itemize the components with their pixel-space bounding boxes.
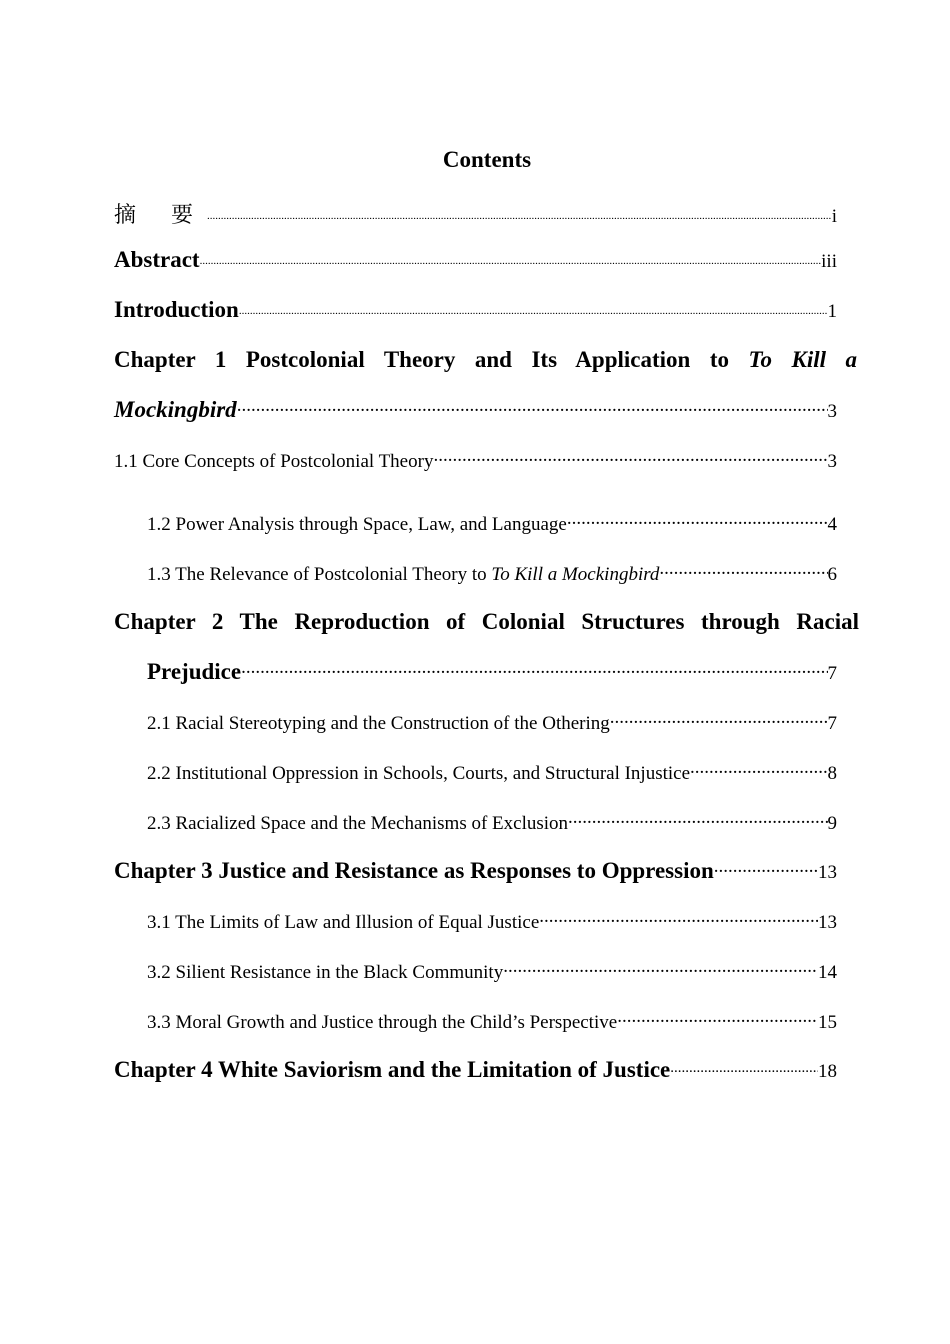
toc-entry-section-1-3[interactable] xyxy=(147,561,837,586)
toc-label: 2.2 Institutional Oppression in Schools, Courts, and Structural Injustice xyxy=(147,763,691,784)
dot-leader xyxy=(239,306,828,317)
toc-label: Abstract xyxy=(114,247,200,272)
toc-label: 1.3 The Relevance of Postcolonial Theory to xyxy=(147,564,487,585)
toc-label-italic: To Kill a Mockingbird xyxy=(491,564,660,585)
toc-page: 9 xyxy=(827,813,837,834)
toc-label: Chapter 3 Justice and Resistance as Responses to Oppression xyxy=(114,858,714,883)
toc-label-italic: To Kill a xyxy=(748,347,858,372)
toc-page: 13 xyxy=(818,862,837,883)
toc-entry-introduction[interactable] xyxy=(114,297,837,323)
dot-leader xyxy=(207,211,832,222)
toc-page: 7 xyxy=(827,713,837,734)
toc-label: 3.1 The Limits of Law and Illusion of Equal Justice xyxy=(147,912,540,933)
toc-entry-abstract[interactable] xyxy=(114,247,837,273)
toc-page: 8 xyxy=(827,763,837,784)
toc-page: 1 xyxy=(827,301,837,322)
toc-entry-chapter-1-line2[interactable] xyxy=(114,397,837,423)
toc-page: 18 xyxy=(818,1061,837,1082)
toc-entry-chapter-1-line1[interactable] xyxy=(114,347,857,373)
toc-label: 摘 要 xyxy=(114,203,207,228)
toc-page: iii xyxy=(821,251,837,272)
toc-entry-section-2-3[interactable] xyxy=(147,810,837,835)
dot-leader xyxy=(610,710,828,729)
toc-entry-section-2-1[interactable] xyxy=(147,710,837,735)
toc-label: 3.3 Moral Growth and Justice through the Child’s Perspective xyxy=(147,1012,618,1033)
toc-label: 1.2 Power Analysis through Space, Law, and Language xyxy=(147,514,567,535)
toc-page: 7 xyxy=(827,663,837,684)
toc-label: Chapter 4 White Saviorism and the Limitation of Justice xyxy=(114,1057,671,1082)
dot-leader xyxy=(617,1009,818,1028)
dot-leader xyxy=(539,909,818,928)
dot-leader xyxy=(670,1062,818,1077)
toc-entry-section-1-2[interactable] xyxy=(147,511,837,536)
toc-label: Chapter 1 Postcolonial Theory and Its Application to xyxy=(114,347,729,372)
toc-label: Chapter 2 The Reproduction of Colonial Structures through Racial xyxy=(114,609,859,634)
dot-leader xyxy=(200,256,822,267)
toc-label: 2.1 Racial Stereotyping and the Construction of the Othering xyxy=(147,713,610,734)
page-title: Contents xyxy=(442,147,532,172)
toc-entry-section-3-3[interactable] xyxy=(147,1009,837,1034)
toc-entry-section-1-1[interactable] xyxy=(114,448,837,473)
toc-entry-chinese-abstract[interactable] xyxy=(114,198,837,229)
toc-page: 15 xyxy=(818,1012,837,1033)
toc-label: 2.3 Racialized Space and the Mechanisms of Exclusion xyxy=(147,813,569,834)
dot-leader xyxy=(237,398,828,417)
toc-label: 3.2 Silient Resistance in the Black Community xyxy=(147,962,504,983)
toc-entry-section-3-1[interactable] xyxy=(147,909,837,934)
toc-page: 3 xyxy=(827,401,837,422)
toc-label: Prejudice xyxy=(147,659,242,684)
dot-leader xyxy=(433,448,827,467)
dot-leader xyxy=(567,511,828,530)
dot-leader xyxy=(568,810,827,829)
toc-page: 6 xyxy=(827,564,837,585)
toc-page: 3 xyxy=(827,451,837,472)
dot-leader xyxy=(241,660,827,679)
toc-label: 1.1 Core Concepts of Postcolonial Theory xyxy=(114,451,434,472)
dot-leader xyxy=(659,561,827,580)
toc-page: i xyxy=(831,206,837,227)
toc-page: 13 xyxy=(818,912,837,933)
toc-entry-section-3-2[interactable] xyxy=(147,959,837,984)
toc-label: Introduction xyxy=(114,297,239,322)
dot-leader xyxy=(503,959,818,978)
dot-leader xyxy=(714,859,818,878)
toc-page: 14 xyxy=(818,962,837,983)
toc-page: 4 xyxy=(827,514,837,535)
toc-entry-chapter-4[interactable] xyxy=(114,1057,837,1083)
dot-leader xyxy=(690,760,827,779)
toc-entry-chapter-2-line1[interactable] xyxy=(114,609,859,635)
toc-entry-chapter-2-line2[interactable] xyxy=(147,659,837,685)
toc-entry-chapter-3[interactable] xyxy=(114,858,837,884)
toc-entry-section-2-2[interactable] xyxy=(147,760,837,785)
toc-label-italic: Mockingbird xyxy=(114,397,237,422)
